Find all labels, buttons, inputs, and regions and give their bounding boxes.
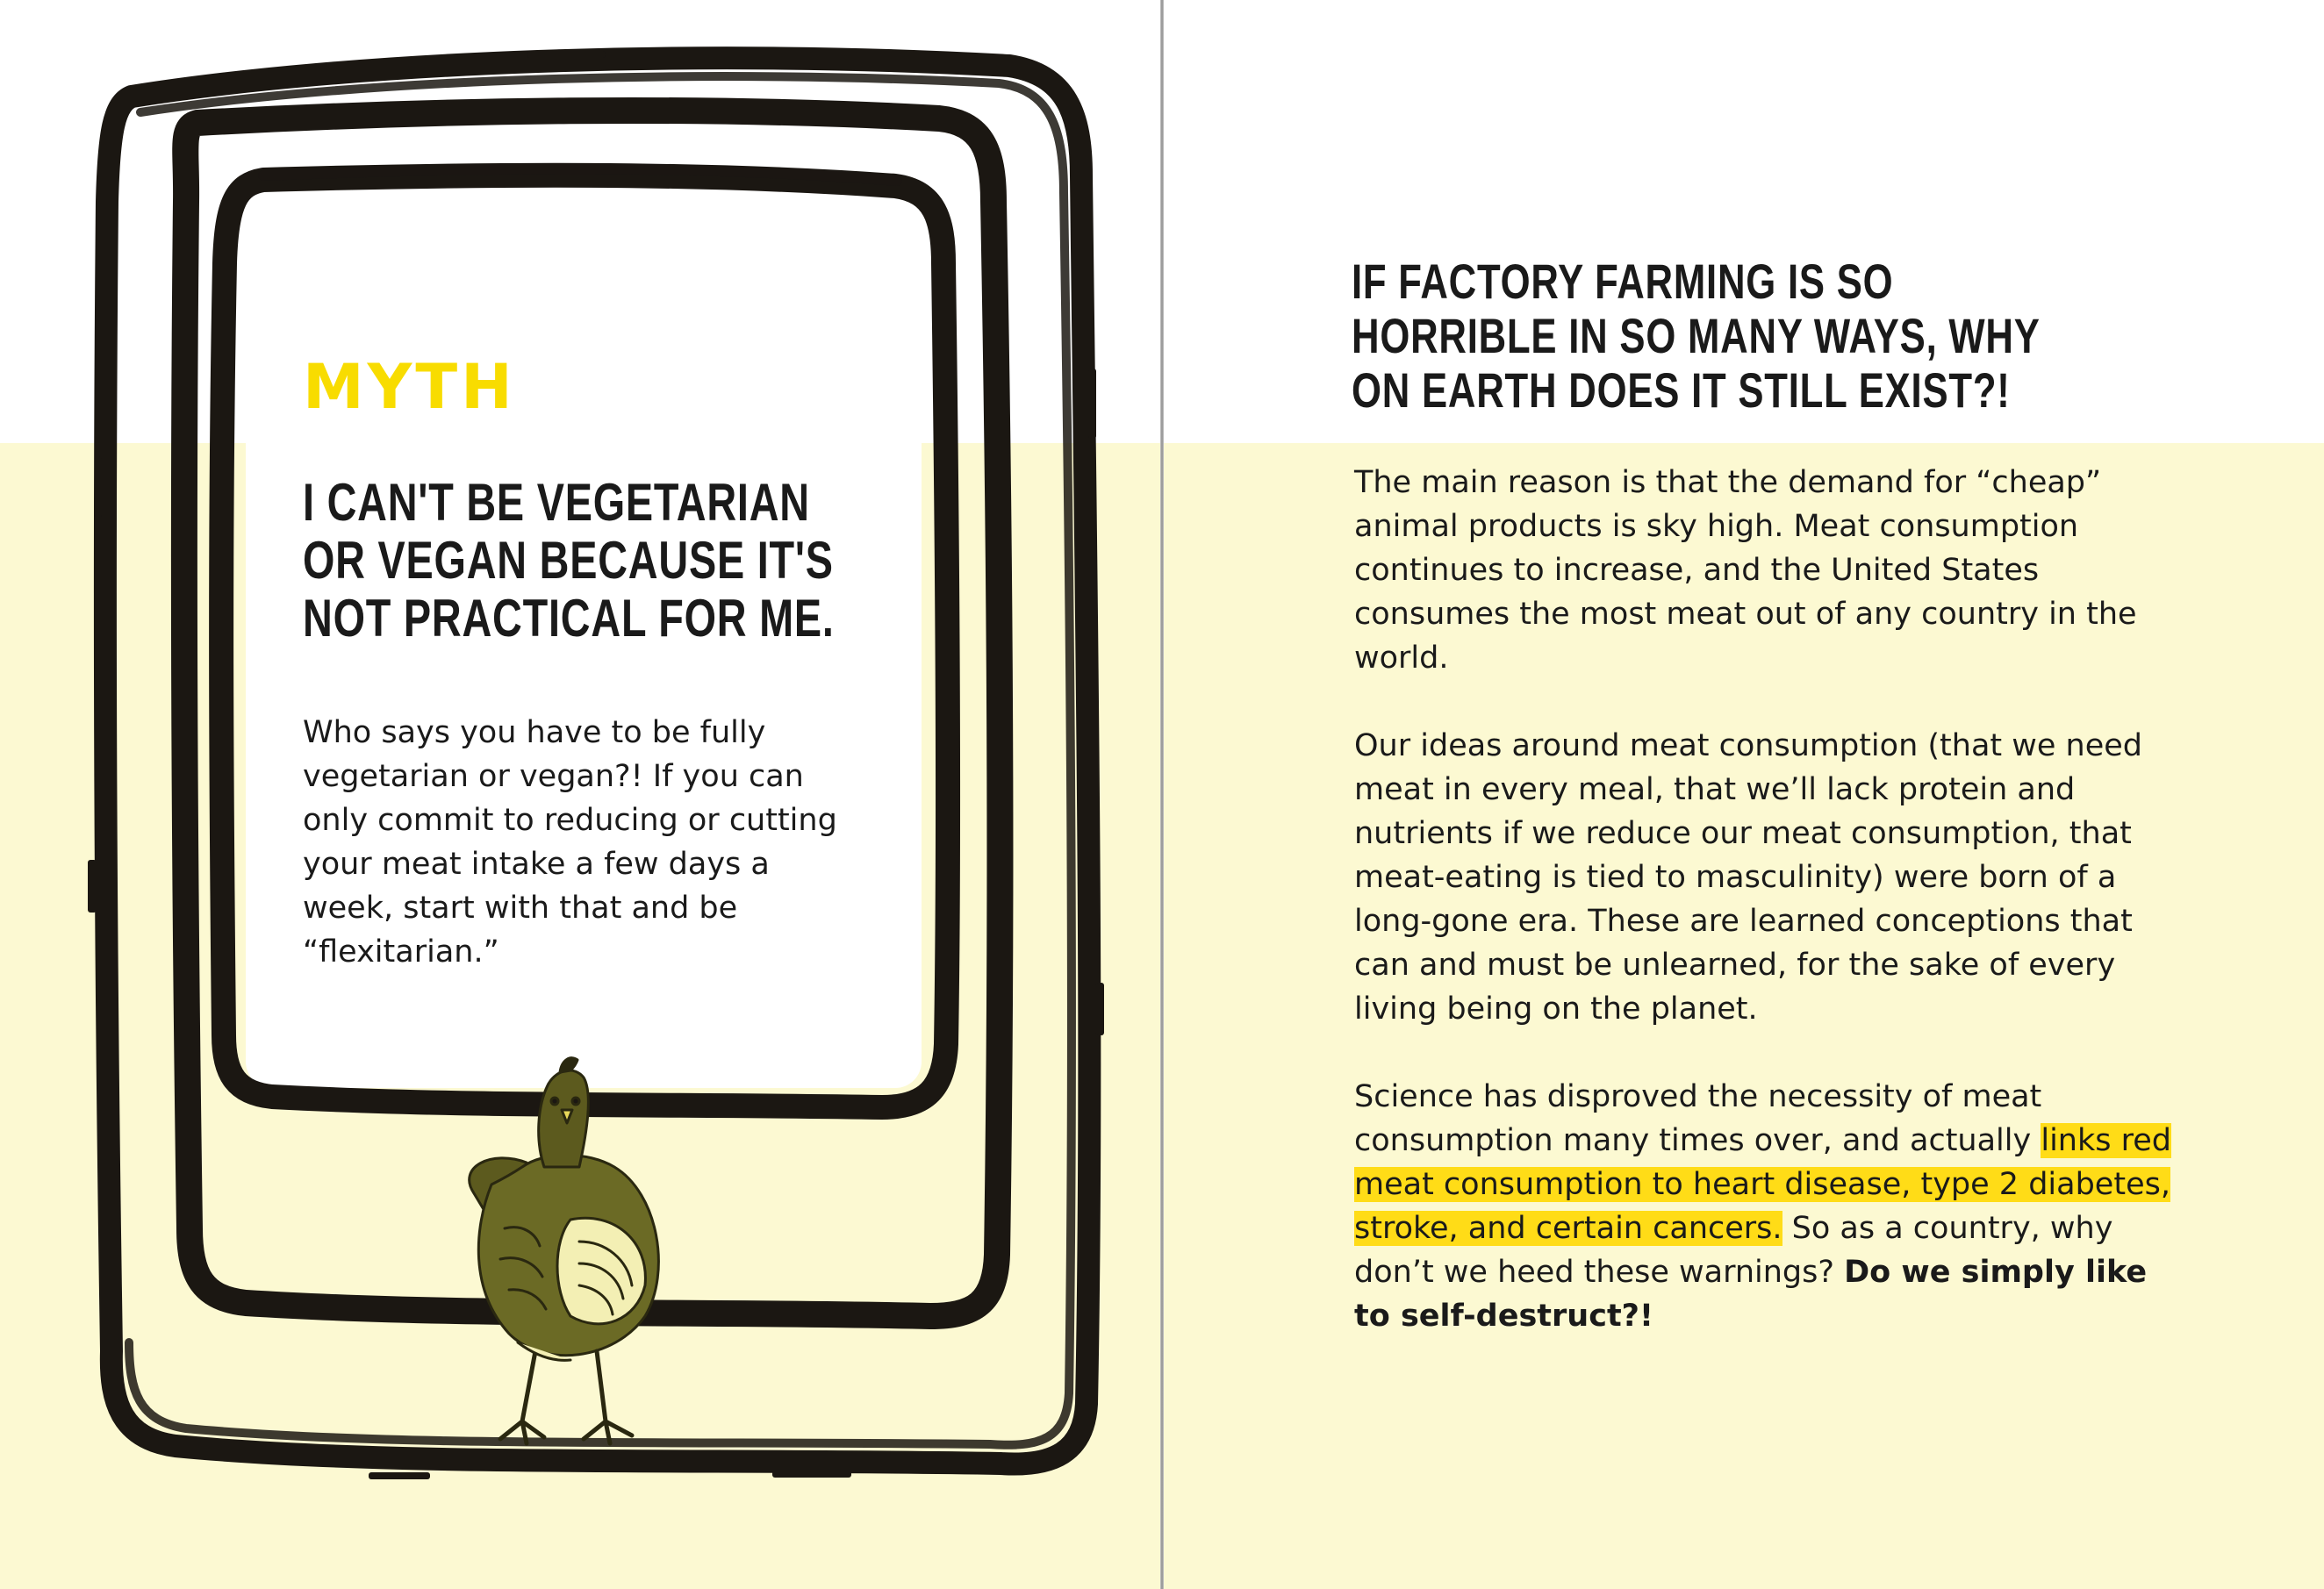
right-heading: IF FACTORY FARMING IS SO HORRIBLE IN SO MANY WAYS, WHY ON EARTH DOES IT STILL EXIST?!	[1352, 254, 2040, 418]
left-page	[0, 0, 1160, 1589]
right-body	[1354, 461, 2179, 1382]
right-paragraph-2: Our ideas around meat consumption (that we need meat in every meal, that we’ll lack protein and nutrients if we reduce our meat consumption, that meat-eating is tied to masculinity) were born of a long-gone era. These are learned conceptions that can and must be unlearned, for the sake of every living being on the planet.	[1354, 728, 2142, 1027]
myth-heading: I CAN'T BE VEGETARIAN OR VEGAN BECAUSE IT'S NOT PRACTICAL FOR ME.	[303, 473, 835, 648]
paragraph-3-intro: Science has disproved the necessity of meat consumption many times over, and actually	[1354, 1079, 2042, 1158]
myth-body-text: Who says you have to be fully vegetarian or vegan?! If you can only commit to reducing or cutting your meat intake a few days a week, start with that and be “flexitarian.”	[303, 715, 837, 970]
myth-label: MYTH	[303, 351, 516, 423]
right-paragraph-3	[1354, 1075, 2179, 1338]
chicken-illustration-icon	[439, 1053, 702, 1465]
paragraph-3-question: So as a country, why don’t we heed these warnings?	[1354, 1211, 2113, 1290]
paragraph-3-bold-question: Do we simply like to self-destruct?!	[1354, 1255, 2148, 1334]
highlighted-health-risks: links red meat consumption to heart disease, type 2 diabetes, stroke, and certain cancers.	[1354, 1123, 2171, 1246]
right-paragraph-1: The main reason is that the demand for “cheap” animal products is sky high. Meat consumption continues to increase, and the United States consumes the most meat out of any country in the world.	[1354, 465, 2137, 676]
